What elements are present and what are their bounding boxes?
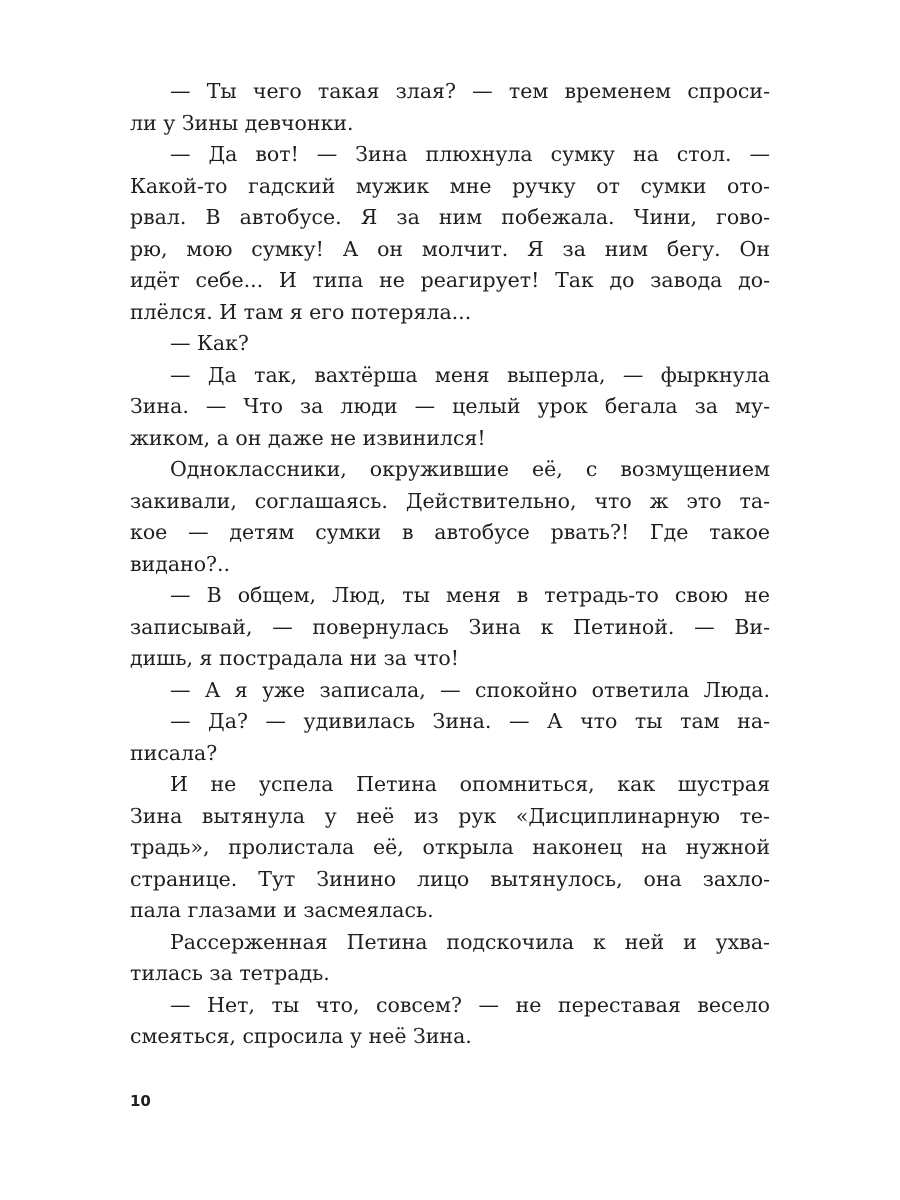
body-text [130, 76, 770, 1053]
text-line: закивали, соглашаясь. Действительно, что ж это та- [130, 488, 770, 513]
text-line: Какой-то гадский мужик мне ручку от сумки ото- [130, 173, 770, 198]
text-line: Зина. — Что за люди — целый урок бегала за му- [130, 394, 770, 418]
text-line: — Ты чего такая злая? — тем временем спроси- [170, 79, 770, 103]
text-line: ли у Зины девчонки. [130, 110, 354, 135]
text-line: Одноклассники, окружившие её, с возмущением [170, 457, 770, 481]
text-line: — Нет, ты что, совсем? — не переставая весело [170, 992, 770, 1017]
text-line: пала глазами и засмеялась. [130, 898, 434, 922]
text-line: рвал. В автобусе. Я за ним побежала. Чини, гово- [130, 205, 770, 229]
text-line: Зина вытянула у неё из рук «Дисциплинарную те- [130, 803, 770, 828]
text-line: рю, мою сумку! А он молчит. Я за ним бегу. Он [130, 236, 770, 261]
text-line: — Да? — удивилась Зина. — А что ты там на- [170, 709, 770, 733]
text-line: — А я уже записала, — спокойно ответила Люда. [170, 677, 770, 702]
text-line: записывай, — повернулась Зина к Петиной. — Ви- [130, 614, 770, 639]
text-line: видано?.. [130, 551, 231, 576]
text-line: жиком, а он даже не извинился! [130, 425, 486, 450]
text-line: — В общем, Люд, ты меня в тетрадь-то свою не [170, 583, 770, 607]
text-line: — Да вот! — Зина плюхнула сумку на стол. — [170, 142, 770, 166]
text-line: кое — детям сумки в автобусе рвать?! Где такое [130, 520, 770, 544]
text-line: И не успела Петина опомниться, как шустрая [170, 772, 770, 796]
text-line: тилась за тетрадь. [130, 961, 330, 985]
text-line: странице. Тут Зинино лицо вытянулось, она захло- [130, 866, 770, 891]
text-line: Рассерженная Петина подскочила к ней и ухва- [170, 929, 770, 954]
text-line: — Как? [170, 331, 249, 355]
text-line: идёт себе... И типа не реагирует! Так до завода до- [130, 268, 770, 292]
text-line: писала? [130, 740, 218, 765]
text-line: — Да так, вахтёрша меня выперла, — фыркнула [170, 362, 770, 387]
text-line: дишь, я пострадала ни за что! [130, 646, 460, 670]
page-number: 10 [130, 1092, 151, 1110]
text-line: традь», пролистала её, открыла наконец на нужной [130, 835, 770, 859]
text-line: смеяться, спросила у неё Зина. [130, 1024, 472, 1048]
text-line: плёлся. И там я его потеряла... [130, 299, 472, 324]
